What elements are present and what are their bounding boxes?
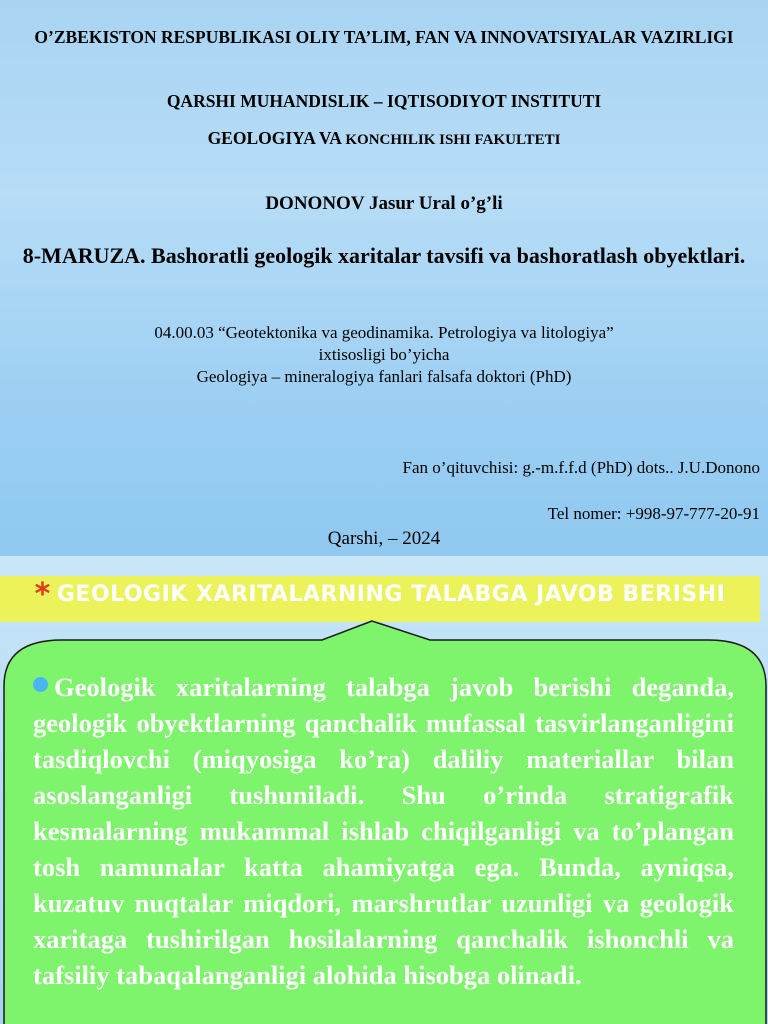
city-year: Qarshi, – 2024: [327, 528, 441, 549]
ministry-name: O’ZBEKISTON RESPUBLIKASI OLIY TA’LIM, FAN VA INNOVATSIYALAR VAZIRLIGI: [34, 27, 734, 47]
author-name: DONONOV Jasur Ural o’g’li: [265, 193, 503, 214]
specialty-line-2: ixtisosligi bo’yicha: [318, 345, 450, 364]
specialty-line-1: 04.00.03 “Geotektonika va geodinamika. Petrologiya va litologiya”: [154, 323, 614, 342]
faculty-name-rest: KONCHILIK ISHI FAKULTETI: [345, 132, 561, 148]
faculty-name: [0, 128, 768, 149]
bullet-icon: [33, 677, 48, 692]
phone-number: Tel nomer: +998-97-777-20-91: [547, 504, 760, 523]
specialty-line-3: Geologiya – mineralogiya fanlari falsafa doktori (PhD): [196, 367, 572, 386]
content-slide: [0, 556, 768, 1024]
faculty-name-main: GEOLOGIYA VA: [207, 128, 341, 148]
slide-title-text: GEOLOGIK XARITALARNING TALABGA JAVOB BERISHI: [56, 582, 726, 607]
slide-title: [0, 577, 760, 612]
teacher-info: Fan o’qituvchisi: g.-m.f.f.d (PhD) dots.. J.U.Donono: [402, 458, 760, 477]
asterisk-icon: *: [34, 577, 51, 612]
institute-name: QARSHI MUHANDISLIK – IQTISODIYOT INSTITUTI: [166, 91, 602, 111]
body-paragraph: [33, 669, 734, 993]
specialty-block: [0, 322, 768, 388]
body-text: Geologik xaritalarning talabga javob berishi deganda, geologik obyektlarning qanchalik mufassal tasvirlanganligini tasdiqlovchi (miqyosiga ko’ra) daliliy materiallar bilan asoslanganligi tushuniladi. Shu o’rinda stratigrafik kesmalarning mukammal ishlab chiqilganligi va to’plangan tosh namunalar katta ahamiyatga ega. Bunda, ayniqsa, kuzatuv nuqtalar miqdori, marshrutlar uzunligi va geologik xaritaga tushirilgan hosilalarning qanchalik ishonchli va tafsiliy tabaqalanganligi alohida hisobga olinadi.: [33, 672, 734, 990]
lecture-title: 8-MARUZA. Bashoratli geologik xaritalar tavsifi va bashoratlash obyektlari.: [22, 243, 746, 268]
